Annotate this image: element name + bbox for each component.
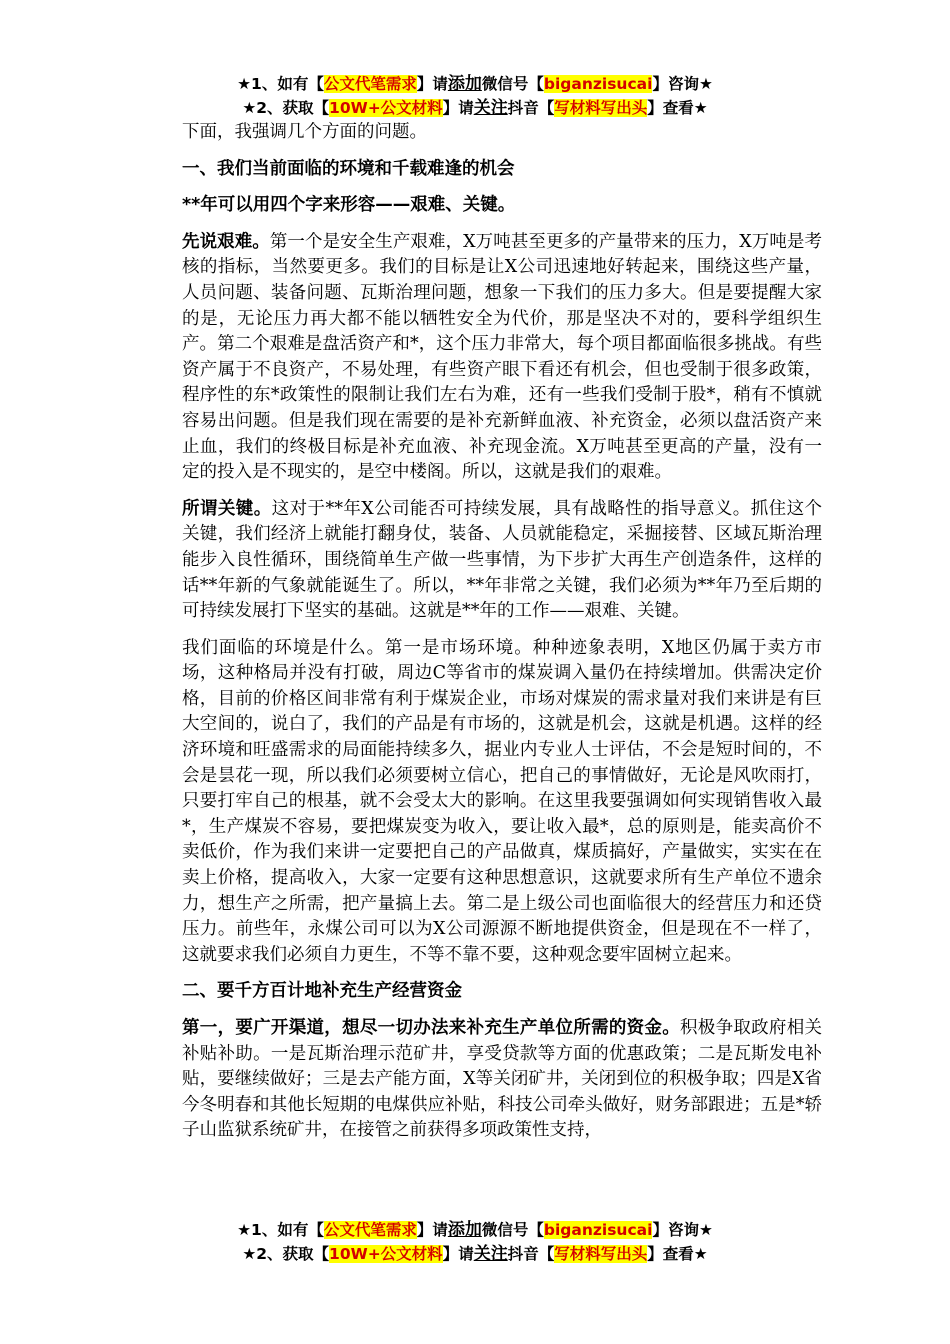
highlight-materials: 10W+公文材料 — [329, 99, 443, 117]
highlight-service: 公文代笔需求 — [323, 75, 417, 93]
paragraph-lead: 先说艰难。 — [182, 231, 270, 252]
banner-line-2: ★2、获取【10W+公文材料】请关注抖音【写材料写出头】查看★ — [242, 98, 708, 118]
paragraph-key: 所谓关键。这对于**年X公司能否可持续发展，具有战略性的指导意义。抓住这个关键，我们经济上就能打翻身仗，装备、人员就能稳定，采掘接替、区域瓦斯治理能步入良性循环，围绕简单生产做一些事情，为下步扩大再生产创造条件，这样的话**年新的气象就能诞生了。所以，**年非常之关键，我们必须为**年乃至后期的可持续发展打下坚实的基础。这就是**年的工作——艰难、关键。 — [182, 498, 822, 622]
emphasis-follow: 关注 — [473, 98, 508, 118]
header-banner — [0, 72, 950, 120]
section-heading-2: 二、要千方百计地补充生产经营资金 — [182, 981, 462, 1002]
subheading-1: **年可以用四个字来形容——艰难、关键。 — [182, 195, 516, 216]
intro-line: 下面，我强调几个方面的问题。 — [182, 122, 427, 142]
highlight-service: 公文代笔需求 — [323, 1221, 417, 1239]
banner-line-2: ★2、获取【10W+公文材料】请关注抖音【写材料写出头】查看★ — [242, 1244, 708, 1264]
footer-banner — [0, 1218, 950, 1266]
section-heading-1: 一、我们当前面临的环境和千载难逢的机会 — [182, 158, 515, 179]
highlight-account: 写材料写出头 — [554, 99, 648, 117]
emphasis-add: 添加 — [447, 1220, 482, 1240]
paragraph-funding: 第一，要广开渠道，想尽一切办法来补充生产单位所需的资金。积极争取政府相关补贴补助。一是瓦斯治理示范矿井，享受贷款等方面的优惠政策；二是瓦斯发电补贴，要继续做好；三是去产能方面，X等关闭矿井，关闭到位的积极争取；四是X省今冬明春和其他长短期的电煤供应补贴，科技公司牵头做好，财务部跟进；五是*轿子山监狱系统矿井，在接管之前获得多项政策性支持， — [182, 1018, 822, 1141]
paragraph-lead: 第一，要广开渠道，想尽一切办法来补充生产单位所需的资金。 — [182, 1018, 680, 1038]
emphasis-follow: 关注 — [473, 1244, 508, 1264]
highlight-materials: 10W+公文材料 — [329, 1245, 443, 1263]
banner-line-1: ★1、如有【公文代笔需求】请添加微信号【biganzisucai】咨询★ — [237, 1220, 713, 1240]
highlight-wechat-id: biganzisucai — [543, 1221, 653, 1239]
paragraph-lead: 所谓关键。 — [182, 498, 272, 519]
banner-line-1: ★1、如有【公文代笔需求】请添加微信号【biganzisucai】咨询★ — [237, 74, 713, 94]
highlight-wechat-id: biganzisucai — [543, 75, 653, 93]
paragraph-environment: 我们面临的环境是什么。第一是市场环境。种种迹象表明，X地区仍属于卖方市场，这种格局并没有打破，周边C等省市的煤炭调入量仍在持续增加。供需决定价格，目前的价格区间非常有利于煤炭企业，市场对煤炭的需求量对我们来讲是有巨大空间的，说白了，我们的产品是有市场的，这就是机会，这就是机遇。这样的经济环境和旺盛需求的局面能持续多久，据业内专业人士评估，不会是短时间的，不会是昙花一现，所以我们必须要树立信心，把自己的事情做好，无论是风吹雨打，只要打牢自己的根基，就不会受太大的影响。在这里我要强调如何实现销售收入最*，生产煤炭不容易，要把煤炭变为收入，要让收入最*，总的原则是，能卖高价不卖低价，作为我们来讲一定要把自己的产品做真，煤质搞好，产量做实，实实在在卖上价格，提高收入，大家一定要有这种思想意识，这就要求所有生产单位不遗余力，想生产之所需，把产量搞上去。第二是上级公司也面临很大的经营压力和还贷压力。前些年，永煤公司可以为X公司源源不断地提供资金，但是现在不一样了，这就要求我们必须自力更生，不等不靠不要，这种观念要牢固树立起来。 — [182, 637, 822, 965]
paragraph-hardship: 先说艰难。第一个是安全生产艰难，X万吨甚至更多的产量带来的压力，X万吨是考核的指标，当然要更多。我们的目标是让X公司迅速地好转起来，围绕这些产量，人员问题、装备问题、瓦斯治理问题，想象一下我们的压力多大。但是要提醒大家的是，无论压力再大都不能以牺牲安全为代价，那是坚决不对的，要科学组织生产。第二个艰难是盘活资产和*，这个压力非常大，每个项目都面临很多挑战。有些资产属于不良资产，不易处理，有些资产眼下看还有机会，但也受制于很多政策，程序性的东*政策性的限制让我们左右为难，还有一些我们受制于股*，稍有不慎就容易出问题。但是我们现在需要的是补充新鲜血液、补充资金，必须以盘活资产来止血，我们的终极目标是补充血液、补充现金流。X万吨甚至更高的产量，没有一定的投入是不现实的，是空中楼阁。所以，这就是我们的艰难。 — [182, 231, 822, 483]
emphasis-add: 添加 — [447, 74, 482, 94]
document-body — [182, 120, 822, 1155]
highlight-account: 写材料写出头 — [554, 1245, 648, 1263]
